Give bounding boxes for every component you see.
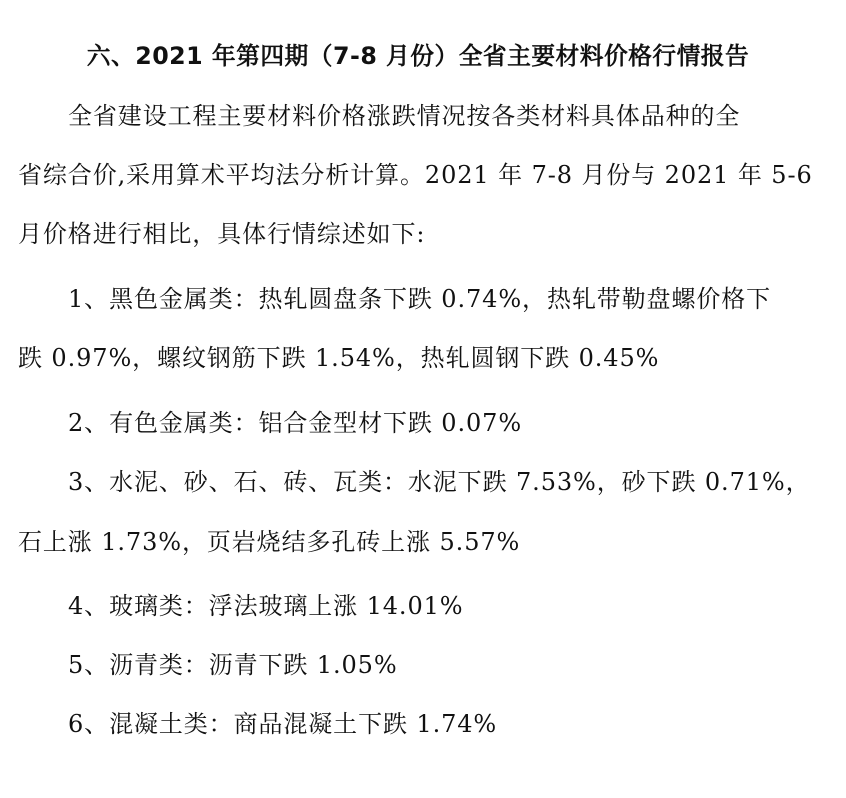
item-cement-sand-stone-line-2: 石上涨 1.73%，页岩烧结多孔砖上涨 5.57% bbox=[18, 528, 521, 556]
item-cement-sand-stone-line-1: 3、水泥、砂、石、砖、瓦类：水泥下跌 7.53%，砂下跌 0.71%， bbox=[68, 468, 811, 496]
item-concrete: 6、混凝土类：商品混凝土下跌 1.74% bbox=[68, 710, 498, 738]
report-title: 六、2021 年第四期（7-8 月份）全省主要材料价格行情报告 bbox=[86, 42, 750, 70]
item-ferrous-metals-line-2: 跌 0.97%，螺纹钢筋下跌 1.54%，热轧圆钢下跌 0.45% bbox=[18, 344, 660, 372]
item-nonferrous-metals: 2、有色金属类：铝合金型材下跌 0.07% bbox=[68, 409, 523, 437]
intro-line-2: 省综合价,采用算术平均法分析计算。2021 年 7-8 月份与 2021 年 5-6 bbox=[18, 161, 813, 189]
item-asphalt: 5、沥青类：沥青下跌 1.05% bbox=[68, 651, 398, 679]
intro-line-1: 全省建设工程主要材料价格涨跌情况按各类材料具体品种的全 bbox=[68, 102, 741, 130]
item-ferrous-metals-line-1: 1、黑色金属类：热轧圆盘条下跌 0.74%，热轧带勒盘螺价格下 bbox=[68, 285, 772, 313]
item-glass: 4、玻璃类：浮法玻璃上涨 14.01% bbox=[68, 592, 464, 620]
intro-line-3: 月价格进行相比，具体行情综述如下: bbox=[18, 220, 426, 248]
